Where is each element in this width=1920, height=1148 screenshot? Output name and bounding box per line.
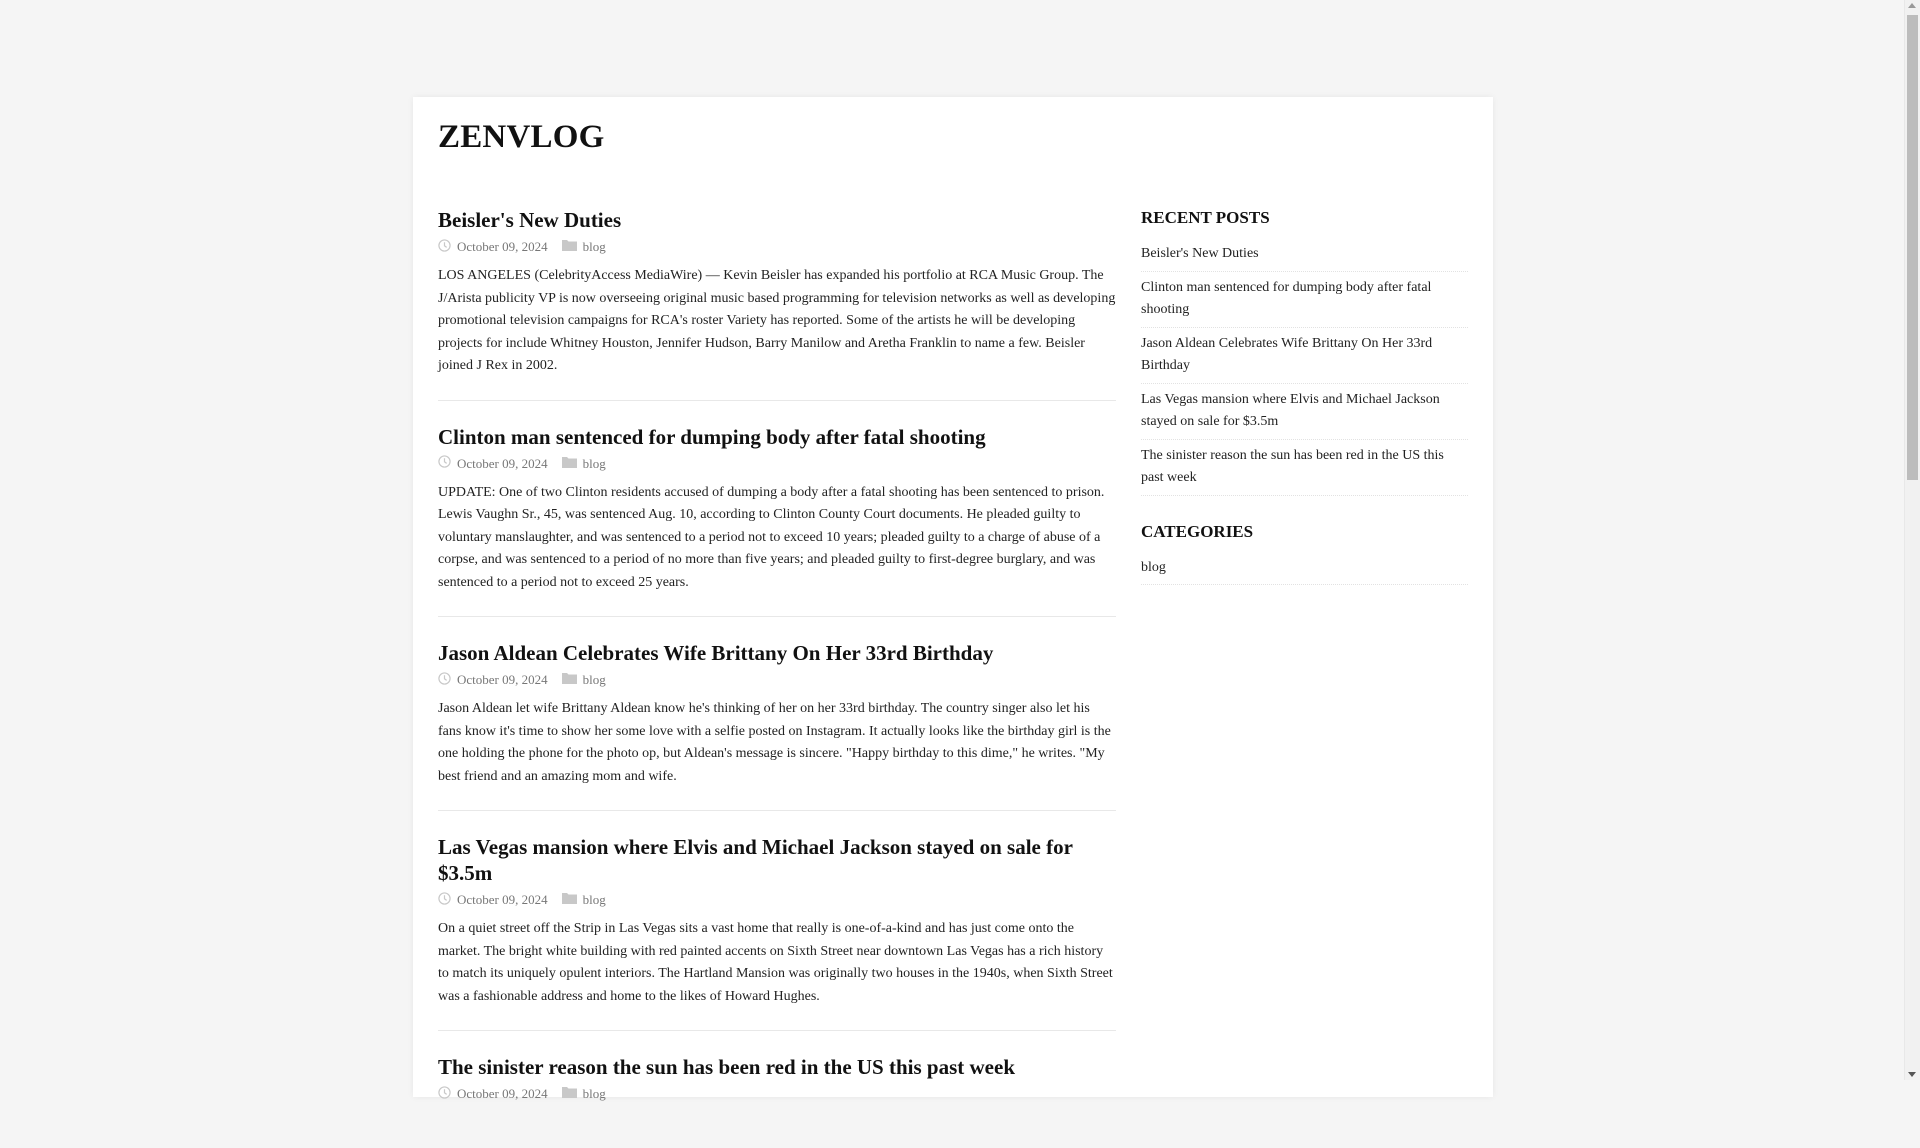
folder-icon bbox=[562, 672, 577, 688]
recent-post-link[interactable]: Beisler's New Duties bbox=[1141, 243, 1468, 272]
post-category[interactable]: blog bbox=[582, 672, 606, 687]
post-date: October 09, 2024 bbox=[457, 892, 548, 907]
scrollbar-thumb[interactable] bbox=[1907, 15, 1918, 480]
clock-icon bbox=[438, 239, 451, 256]
recent-post-link[interactable]: Clinton man sentenced for dumping body after fatal shooting bbox=[1141, 277, 1468, 328]
page-container bbox=[413, 97, 1493, 1101]
post-date: October 09, 2024 bbox=[457, 1086, 548, 1101]
site-title[interactable]: ZENVLOG bbox=[438, 119, 605, 155]
clock-icon bbox=[438, 455, 451, 472]
post bbox=[438, 1054, 1116, 1125]
post-title[interactable]: Jason Aldean Celebrates Wife Brittany On Her 33rd Birthday bbox=[438, 641, 994, 665]
clock-icon bbox=[438, 892, 451, 909]
post bbox=[438, 834, 1116, 1031]
category-link[interactable]: blog bbox=[1141, 557, 1468, 586]
post-title[interactable]: Beisler's New Duties bbox=[438, 208, 622, 232]
recent-posts-title: RECENT POSTS bbox=[1141, 208, 1270, 227]
clock-icon bbox=[438, 1086, 451, 1103]
post bbox=[438, 424, 1116, 618]
post-meta bbox=[438, 671, 1116, 689]
post-date: October 09, 2024 bbox=[457, 455, 548, 471]
post-category[interactable]: blog bbox=[582, 239, 606, 254]
post-excerpt: LOS ANGELES (CelebrityAccess MediaWire) — Kevin Beisler has expanded his portfolio at RCA Music Group. The J/Arista publicity VP is now overseeing original music based programming for television networks as well as developing promotional television campaigns for RCA's roster Variety has reported. Some of the artists he will be developing projects for include Whitney Houston, Jennifer Hudson, Barry Manilow and Aretha Franklin to name a few. Beisler joined J Rex in 2002. bbox=[438, 268, 1116, 373]
post-category[interactable]: blog bbox=[582, 892, 606, 907]
categories-widget bbox=[1141, 521, 1468, 586]
post-excerpt: On a quiet street off the Strip in Las Vegas sits a vast home that really is one-of-a-kind and has just come onto the market. The bright white building with red painted accents on Sixth Street near downtown Las Vegas has a rich history to match its uniquely opulent interiors. The Hartland Mansion was originally two houses in the 1940s, when Sixth Street was a fashionable address and home to the likes of Howard Hughes. bbox=[438, 921, 1113, 1004]
post-meta bbox=[438, 238, 1116, 256]
recent-post-link[interactable]: Jason Aldean Celebrates Wife Brittany On Her 33rd Birthday bbox=[1141, 333, 1468, 384]
scroll-down-arrow-icon[interactable] bbox=[1908, 1072, 1916, 1077]
post-meta bbox=[438, 891, 1116, 909]
post-excerpt: Jason Aldean let wife Brittany Aldean know he's thinking of her on her 33rd birthday. The country singer also let his fans know it's time to show her some love with a selfie posted on Instagram. It actually looks like the birthday girl is the one holding the phone for the photo op, but Aldean's message is sincere. "Happy birthday to this dime," he writes. "My best friend and an amazing mom and wife. bbox=[438, 701, 1111, 784]
post-category[interactable]: blog bbox=[582, 1086, 606, 1101]
folder-icon bbox=[562, 239, 577, 255]
post-date: October 09, 2024 bbox=[457, 672, 548, 687]
sidebar bbox=[1141, 207, 1468, 590]
vertical-scrollbar[interactable] bbox=[1904, 0, 1920, 1080]
post bbox=[438, 640, 1116, 811]
recent-post-link[interactable]: Las Vegas mansion where Elvis and Michael Jackson stayed on sale for $3.5m bbox=[1141, 389, 1468, 440]
recent-posts-widget bbox=[1141, 207, 1468, 496]
folder-icon bbox=[562, 892, 577, 908]
post-excerpt: UPDATE: One of two Clinton residents accused of dumping a body after a fatal shooting has been sentenced to prison. Lewis Vaughn Sr., 45, was sentenced Aug. 10, according to Clinton County Court documents. He pleaded guilty to voluntary manslaughter, and was sentenced to a period not to exceed 10 years; pleaded guilty to a charge of abuse of a corpse, and was sentenced to a period of no more than five years; and pleaded guilty to first-degree burglary, and was sentenced to a period not to exceed 25 years. bbox=[438, 484, 1105, 590]
folder-icon bbox=[562, 456, 577, 472]
post bbox=[438, 207, 1116, 401]
scroll-up-arrow-icon[interactable] bbox=[1908, 3, 1916, 8]
clock-icon bbox=[438, 672, 451, 689]
categories-title: CATEGORIES bbox=[1141, 521, 1254, 541]
post-title[interactable]: Clinton man sentenced for dumping body after fatal shooting bbox=[438, 424, 986, 449]
post-date: October 09, 2024 bbox=[457, 239, 548, 254]
post-title[interactable]: Las Vegas mansion where Elvis and Michael Jackson stayed on sale for $3.5m bbox=[438, 835, 1073, 885]
recent-post-link[interactable]: The sinister reason the sun has been red in the US this past week bbox=[1141, 445, 1468, 496]
folder-icon bbox=[562, 1086, 577, 1102]
categories-list bbox=[1141, 557, 1468, 586]
post-meta bbox=[438, 455, 1116, 473]
post-list bbox=[438, 207, 1116, 1148]
post-category[interactable]: blog bbox=[582, 455, 606, 471]
post-meta bbox=[438, 1085, 1116, 1103]
post-title[interactable]: The sinister reason the sun has been red in the US this past week bbox=[438, 1055, 1015, 1079]
recent-posts-list bbox=[1141, 243, 1468, 496]
